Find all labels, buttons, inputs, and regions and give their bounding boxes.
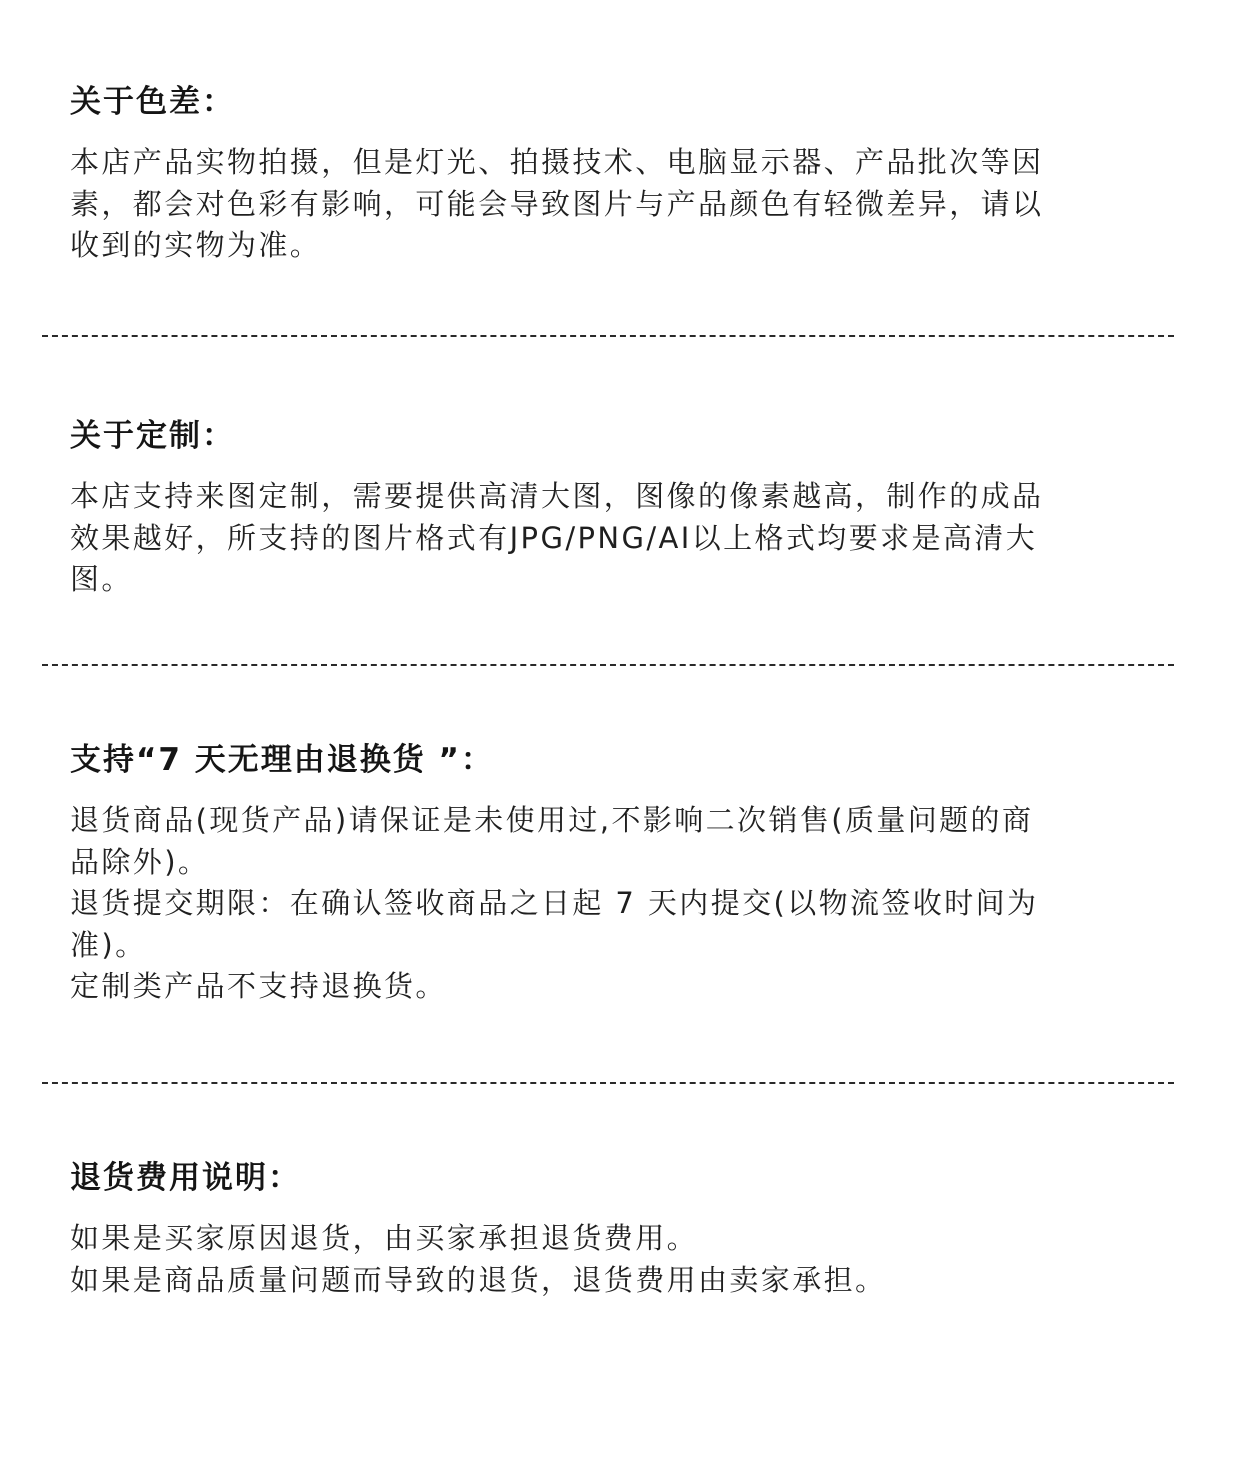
return-policy-section: [70, 740, 1150, 1008]
section-body: [70, 800, 1150, 1008]
section-title: 退货费用说明：: [70, 1160, 301, 1196]
color-difference-section: [70, 82, 1150, 267]
section-body: [70, 1218, 1150, 1301]
body-line: 图。: [70, 562, 133, 596]
body-line: 定制类产品不支持退换货。: [70, 969, 447, 1003]
body-line: 品除外)。: [70, 844, 210, 879]
body-line: 素，都会对色彩有影响，可能会导致图片与产品颜色有轻微差异，请以: [70, 186, 1044, 221]
section-title: 关于定制：: [70, 418, 235, 454]
body-line: 退货提交期限：在确认签收商品之日起 7 天内提交(以物流签收时间为: [70, 886, 1039, 920]
body-line: 如果是买家原因退货，由买家承担退货费用。: [70, 1221, 699, 1255]
section-title: 支持“7 天无理由退换货 ”：: [70, 742, 494, 778]
body-line: 收到的实物为准。: [70, 228, 322, 262]
dashed-divider: [42, 1082, 1174, 1084]
section-body: [70, 142, 1150, 267]
body-line: 准)。: [70, 927, 147, 962]
body-line: 本店产品实物拍摄，但是灯光、拍摄技术、电脑显示器、产品批次等因: [70, 145, 1044, 179]
dashed-divider: [42, 664, 1174, 666]
return-fee-section: [70, 1158, 1150, 1301]
dashed-divider: [42, 335, 1174, 337]
section-title: 关于色差：: [70, 84, 235, 120]
customization-section: [70, 416, 1150, 601]
body-line: 效果越好，所支持的图片格式有JPG/PNG/AI以上格式均要求是高清大: [70, 520, 1038, 555]
body-line: 本店支持来图定制，需要提供高清大图，图像的像素越高，制作的成品: [70, 479, 1044, 513]
body-line: 如果是商品质量问题而导致的退货，退货费用由卖家承担。: [70, 1262, 887, 1297]
section-body: [70, 476, 1150, 601]
body-line: 退货商品(现货产品)请保证是未使用过,不影响二次销售(质量问题的商: [70, 803, 1034, 837]
